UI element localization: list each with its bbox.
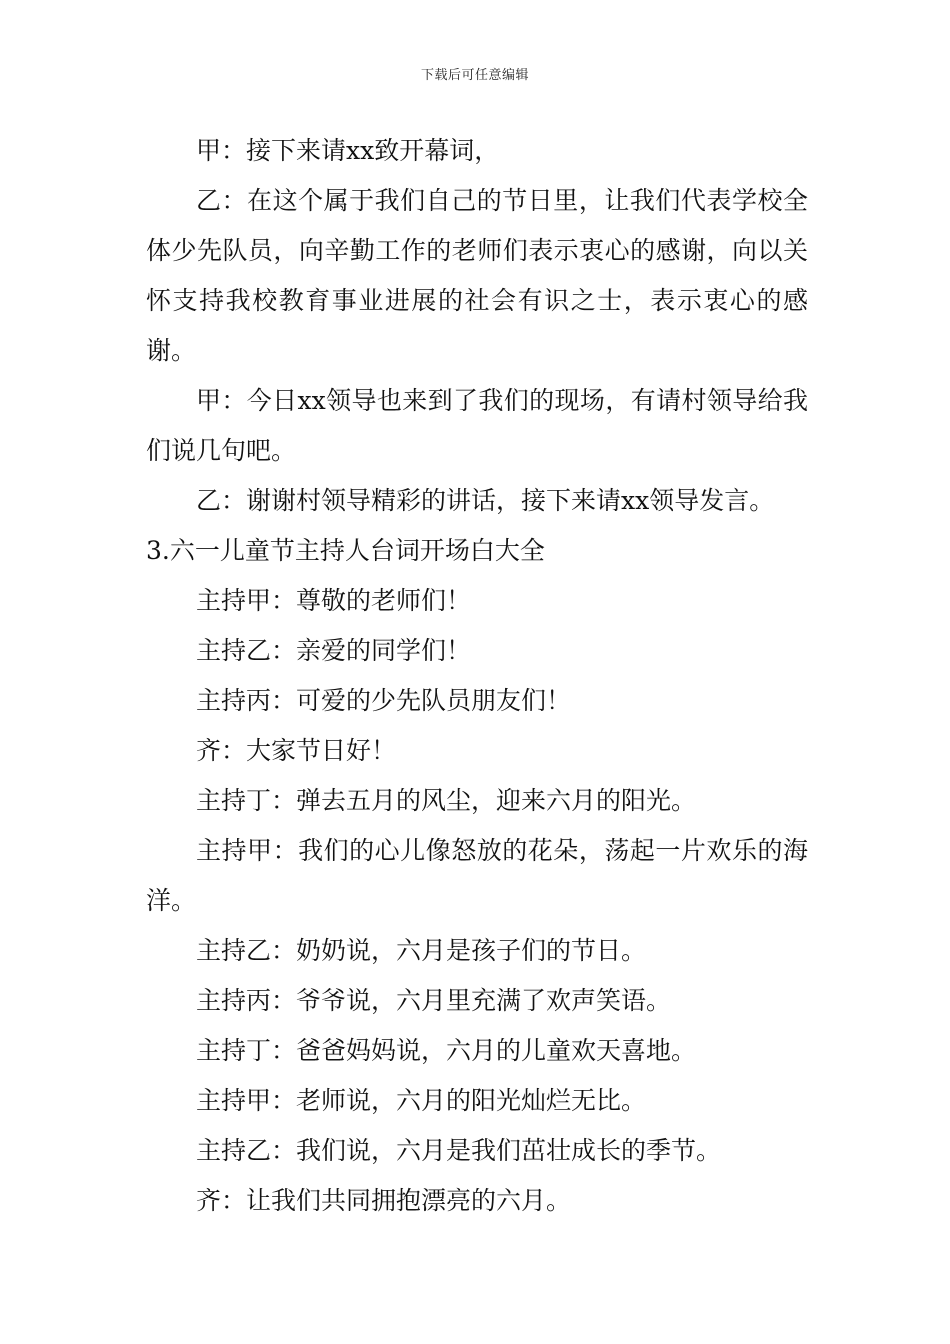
paragraph: 主持甲：老师说，六月的阳光灿烂无比。	[196, 1086, 647, 1115]
paragraph: 甲：今日xx领导也来到了我们的现场，有请村领导给我们说几句吧。	[146, 386, 808, 465]
paragraph: 主持甲：尊敬的老师们！	[196, 586, 472, 615]
paragraph: 主持乙：亲爱的同学们！	[196, 636, 472, 665]
paragraph: 主持乙：我们说，六月是我们茁壮成长的季节。	[196, 1136, 722, 1165]
paragraph: 主持乙：奶奶说，六月是孩子们的节日。	[196, 936, 647, 965]
paragraph: 齐：让我们共同拥抱漂亮的六月。	[196, 1186, 572, 1215]
paragraph: 主持丁：爸爸妈妈说，六月的儿童欢天喜地。	[196, 1036, 697, 1065]
page-header: 下载后可任意编辑	[420, 68, 529, 83]
document-body	[146, 126, 808, 1226]
section-heading: 3.六一儿童节主持人台词开场白大全	[146, 536, 545, 565]
paragraph: 乙：在这个属于我们自己的节日里，让我们代表学校全体少先队员，向辛勤工作的老师们表示衷心的感谢，向以关怀支持我校教育事业进展的社会有识之士，表示衷心的感谢。	[146, 186, 808, 365]
paragraph: 主持丁：弹去五月的风尘，迎来六月的阳光。	[196, 786, 697, 815]
paragraph: 齐：大家节日好！	[196, 736, 397, 765]
paragraph: 甲：接下来请xx致开幕词，	[196, 136, 500, 165]
paragraph: 主持丙：可爱的少先队员朋友们！	[196, 686, 572, 715]
paragraph: 主持丙：爷爷说，六月里充满了欢声笑语。	[196, 986, 672, 1015]
paragraph: 乙：谢谢村领导精彩的讲话，接下来请xx领导发言。	[196, 486, 775, 515]
paragraph: 主持甲：我们的心儿像怒放的花朵，荡起一片欢乐的海洋。	[146, 836, 808, 915]
